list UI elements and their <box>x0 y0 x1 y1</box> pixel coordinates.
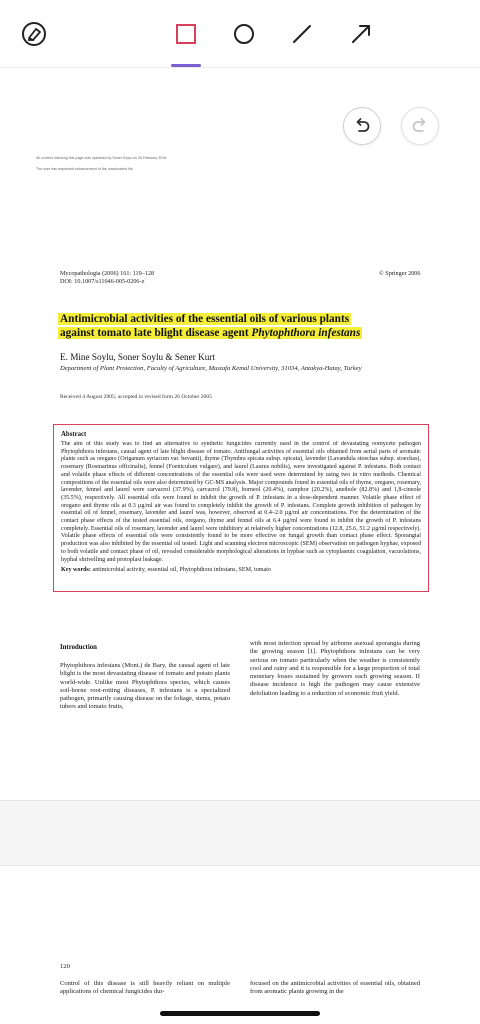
eraser-tool-button[interactable] <box>16 16 52 52</box>
annotation-toolbar <box>0 0 480 68</box>
affiliation: Department of Plant Protection, Faculty of Agriculture, Mustafa Kemal University, 31034, Antakya-Hatay, Turkey <box>60 365 362 372</box>
journal-header <box>60 270 154 286</box>
rectangle-tool-button[interactable] <box>168 16 204 52</box>
line-icon <box>289 21 315 47</box>
next-page-column-2: focused on the antimicrobial activities of essential oils, obtained from aromatic plants growing in the <box>250 980 420 996</box>
intro-column-2: with most infection spread by airborne asexual sporangia during the growing season [1]. Phytophthora infestans can be very serious on tomato particularly when the weather is consistently cool and rainy and it is responsible for a large proportion of total monetary losses sustained by growers each growing season. If disease incidence is high the pathogen may cause extensive defoliation leading to a reduction of economic fruit yield. <box>250 640 420 697</box>
authors: E. Mine Soylu, Soner Soylu & Sener Kurt <box>60 352 215 362</box>
abstract-text: The aim of this study was to find an alternative to synthetic fungicides currently used in the control of devastating oomycete pathogen Phytophthora infestans, causal agent of late blight disease of tomato. Antifungal activities of essential oils obtained from aerial parts of aromatic plants such as oregano (Origanum syriacum var. bevanii), thyme (Thymbra spicata subsp. spicata), lavender (Lavandula stoechas subsp. stoechas), rosemary (Rosmarinus officinalis), fennel (Foeniculum vulgare), and laurel (Laurus nobilis), were investigated against P. infestans. Both contact and volatile phase effects of different concentrations of the essential oils were used were determined by using two in vitro methods. Chemical compositions of the essential oils were also determined by GC-MS analysis. Major compounds found in essential oils of thyme, oregano, rosemary, lavender, fennel and laurel were carvacrol (37.9%), carvacrol (79.8), borneol (20.4%), camphor (20.2%), anethole (82.8%) and 1,8-cineole (35.5%), respectively. All essential oils were found to inhibit the growth of P. infestans in a dose-dependent manner. Volatile phase effect of oregano and thyme oils at 0.3 µg/ml air was found to completely inhibit the growth of P. infestans. Complete growth inhibition of pathogen by essential oil of fennel, rosemary, lavender and laurel was, however, observed at 0.4–2.0 µg/ml air concentrations. For the determination of the contact phase effects of the tested essential oils, oregano, thyme and fennel oils at 6.4 µg/ml were found to inhibit the growth of P. infestans completely. Essential oils of rosemary, lavender and laurel were inhibitory at relatively higher concentrations (12.8, 25.6, 51.2 µg/ml respectively). Volatile phase effects of essential oils were consistently found to be more effective on fungal growth than contact phase effect. Sporangial production was also inhibited by the essential oil tested. Light and scanning electron microscopic (SEM) observation on pathogen hyphae, exposed to both volatile and contact phase of oil, revealed considerable morphological alterations in hyphae such as cytoplasmic coagulation, vacuolations, hyphal shrivelling and protoplast leakage. <box>61 441 421 563</box>
keywords <box>61 567 421 573</box>
publisher: © Springer 2006 <box>379 270 421 277</box>
home-indicator[interactable] <box>160 1011 320 1016</box>
title-line-2-text: against tomato late blight disease agent <box>60 327 252 339</box>
undo-button[interactable] <box>343 107 381 145</box>
title-species: Phytophthora infestans <box>251 327 361 339</box>
intro-column-1: Phytophthora infestans (Mont.) de Bary, the causal agent of late blight is the most devastating disease of tomato and potato plants world-wide. Unlike most Phytophthora species, which causes soil-borne root-rotting diseases, P. infestans is a specialized pathogen, primarily causing disease on the foliage, stems, potato tubers and tomato fruits, <box>60 662 230 711</box>
redo-icon <box>410 116 430 136</box>
next-page-column-1: Control of this disease is still heavily reliant on multiple applications of chemical fungicides dur- <box>60 980 230 996</box>
circle-tool-button[interactable] <box>226 16 262 52</box>
redo-button[interactable] <box>401 107 439 145</box>
page-break <box>0 800 480 866</box>
received-date: Received 4 August 2005; accepted in revised form 26 October 2005 <box>60 394 212 400</box>
keywords-list: antimicrobial activity, essential oil, Phytophthora infestans, SEM, tomato <box>92 567 271 573</box>
highlighted-title-line-1[interactable]: Antimicrobial activities of the essential oils of various plants <box>60 313 350 325</box>
doi: DOI: 10.1007/s11046-005-0206-z <box>60 278 145 285</box>
rectangle-icon <box>173 21 199 47</box>
undo-icon <box>352 116 372 136</box>
highlighted-title-line-2[interactable] <box>58 327 362 339</box>
keywords-label: Key words: <box>61 567 91 573</box>
journal-citation: Mycopathologia (2006) 161: 119–128 <box>60 270 155 277</box>
pdf-notice-line-1: All content following this page was uploaded by Soner Soylu on 26 February 2016. <box>36 156 168 160</box>
page-number: 120 <box>60 963 70 970</box>
abstract-title: Abstract <box>61 431 87 438</box>
eraser-icon <box>19 19 49 49</box>
rectangle-annotation-abstract[interactable] <box>53 424 429 592</box>
line-tool-button[interactable] <box>284 16 320 52</box>
pdf-notice-line-2: The user has requested enhancement of the downloaded file. <box>36 167 134 171</box>
arrow-icon <box>348 21 374 47</box>
paper-title <box>58 312 388 340</box>
circle-icon <box>231 21 257 47</box>
introduction-heading: Introduction <box>60 644 97 651</box>
selected-tool-indicator <box>171 64 201 67</box>
arrow-tool-button[interactable] <box>343 16 379 52</box>
